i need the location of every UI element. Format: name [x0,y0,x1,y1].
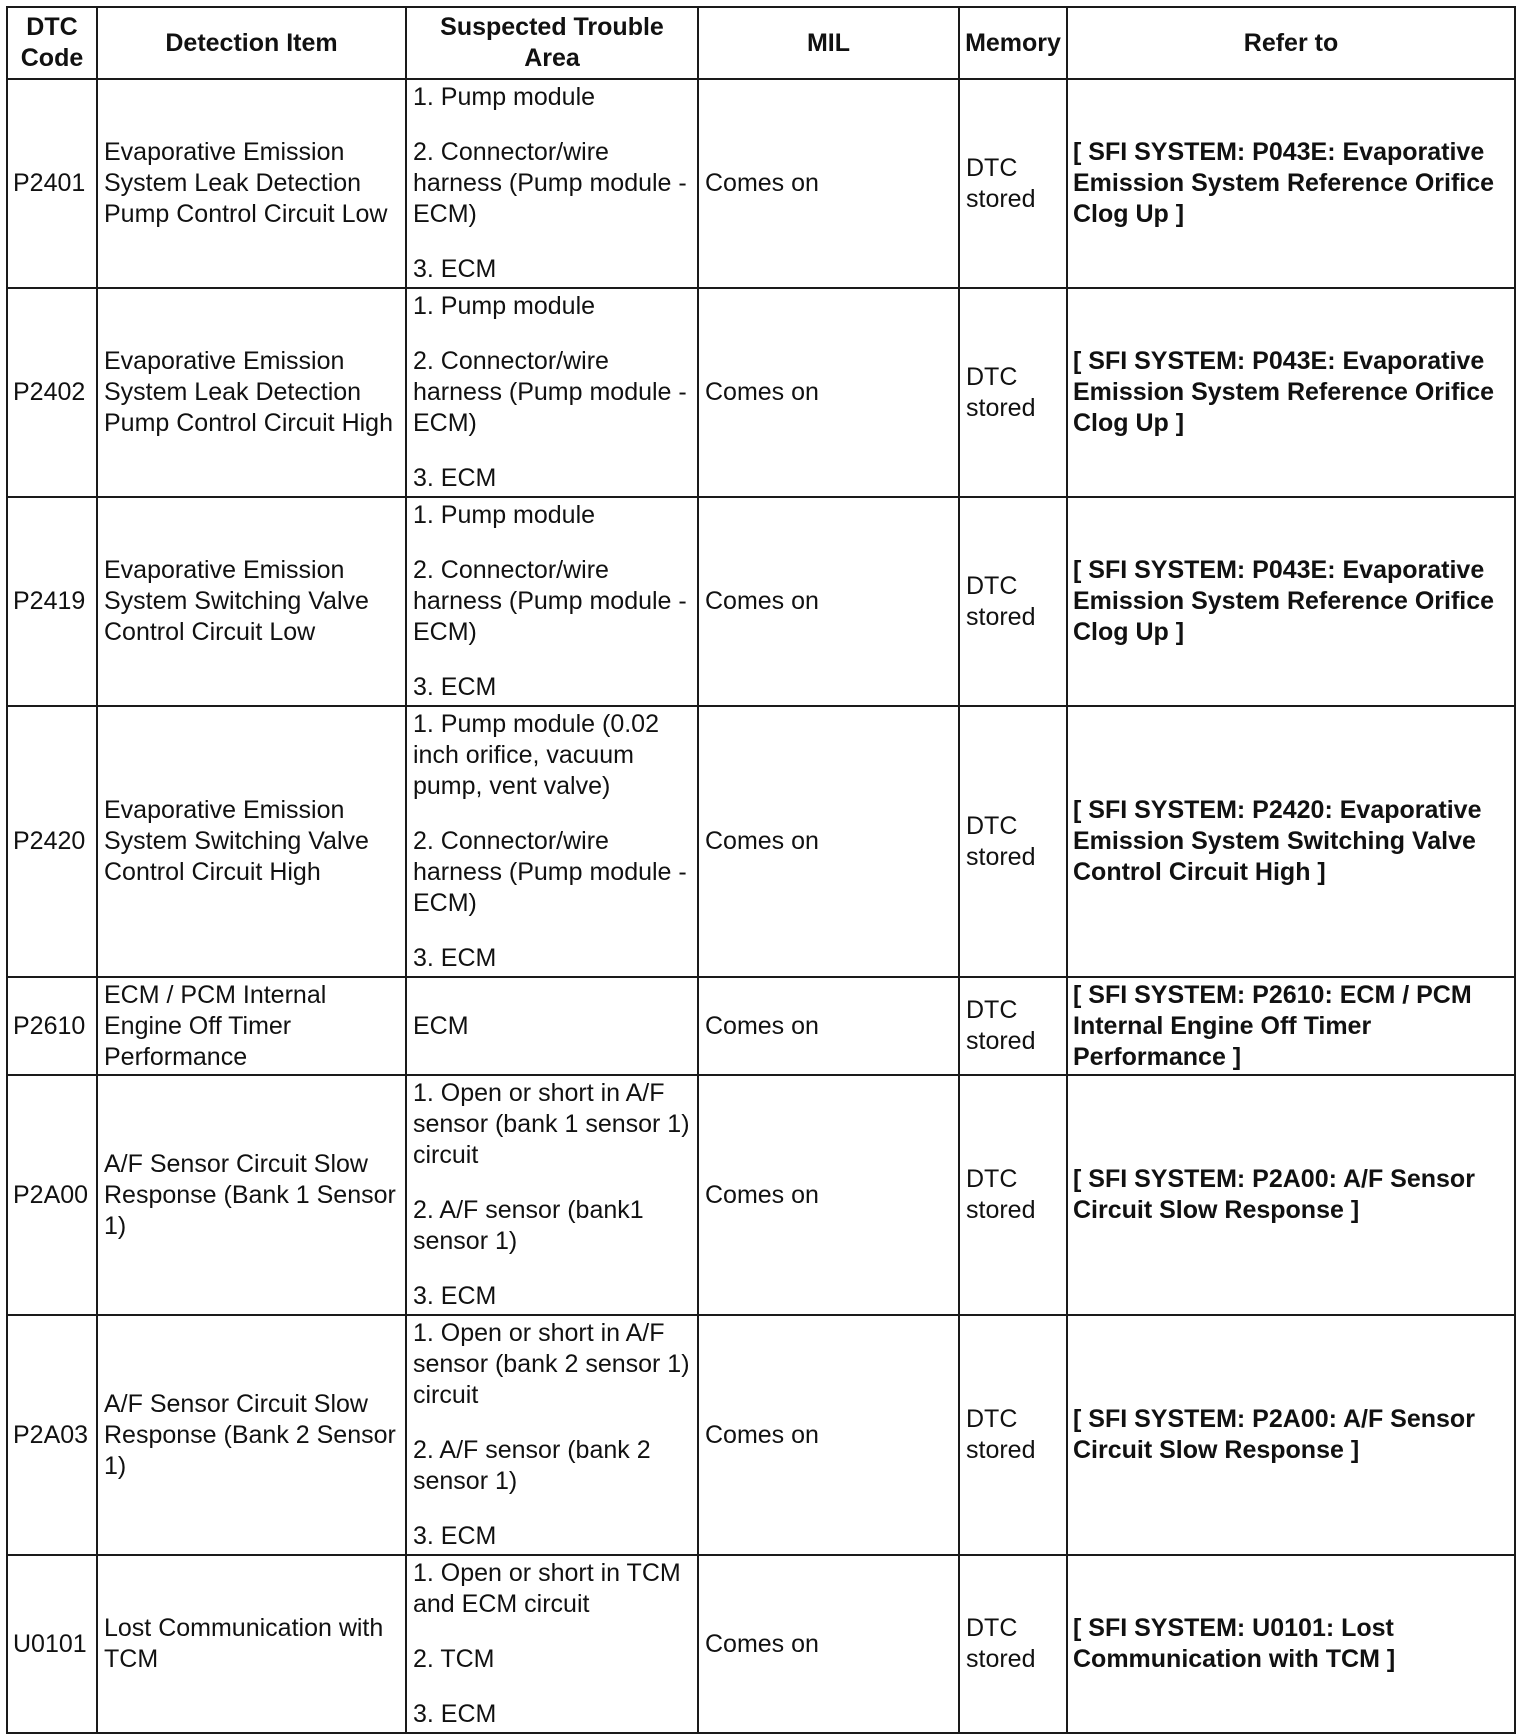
mil-cell: Comes on [698,1555,959,1733]
memory-cell: DTC stored [959,706,1067,977]
mil-cell: Comes on [698,288,959,497]
dtc-table [6,6,1516,1734]
dtc-code-cell: P2A00 [7,1075,97,1315]
dtc-code-cell: P2401 [7,79,97,288]
table-body [7,79,1515,1733]
header-row [7,7,1515,79]
dtc-code-cell: U0101 [7,1555,97,1733]
suspected-area-item: 3. ECM [413,1700,497,1728]
table-row [7,1315,1515,1555]
header-refer-to: Refer to [1067,7,1515,79]
refer-to-link: [ SFI SYSTEM: P2420: Evaporative Emission System Switching Valve Control Circuit High ] [1067,706,1515,977]
refer-to-link: [ SFI SYSTEM: P043E: Evaporative Emission System Reference Orifice Clog Up ] [1067,497,1515,706]
suspected-area-cell [406,1075,698,1315]
dtc-code-cell: P2610 [7,977,97,1075]
header-detection-item: Detection Item [97,7,406,79]
table-row [7,497,1515,706]
suspected-area-item: 1. Open or short in A/F sensor (bank 2 sensor 1) circuit [413,1319,690,1409]
refer-to-link: [ SFI SYSTEM: P2610: ECM / PCM Internal Engine Off Timer Performance ] [1067,977,1515,1075]
dtc-code-cell: P2419 [7,497,97,706]
suspected-area-item: ECM [413,1011,469,1040]
mil-cell: Comes on [698,79,959,288]
suspected-area-item: 3. ECM [413,1522,497,1550]
memory-cell: DTC stored [959,977,1067,1075]
detection-item-cell: A/F Sensor Circuit Slow Response (Bank 1 Sensor 1) [97,1075,406,1315]
suspected-area-item: 3. ECM [413,1282,497,1310]
suspected-area-cell [406,977,698,1075]
suspected-area-item: 1. Open or short in A/F sensor (bank 1 sensor 1) circuit [413,1079,690,1169]
suspected-area-cell [406,79,698,288]
memory-cell: DTC stored [959,497,1067,706]
suspected-area-cell [406,497,698,706]
suspected-area-cell [406,1555,698,1733]
suspected-area-item: 3. ECM [413,673,497,701]
refer-to-link: [ SFI SYSTEM: P2A00: A/F Sensor Circuit Slow Response ] [1067,1075,1515,1315]
table-row [7,1555,1515,1733]
dtc-code-cell: P2420 [7,706,97,977]
memory-cell: DTC stored [959,1315,1067,1555]
suspected-area-cell [406,1315,698,1555]
suspected-area-item: 1. Pump module (0.02 inch orifice, vacuum pump, vent valve) [413,710,659,800]
refer-to-link: [ SFI SYSTEM: U0101: Lost Communication with TCM ] [1067,1555,1515,1733]
dtc-code-cell: P2402 [7,288,97,497]
suspected-area-item: 2. Connector/wire harness (Pump module - ECM) [413,827,687,917]
suspected-area-item: 2. Connector/wire harness (Pump module - ECM) [413,138,687,228]
mil-cell: Comes on [698,1315,959,1555]
header-mil: MIL [698,7,959,79]
table-row [7,1075,1515,1315]
suspected-area-item: 2. Connector/wire harness (Pump module - ECM) [413,556,687,646]
memory-cell: DTC stored [959,1075,1067,1315]
memory-cell: DTC stored [959,1555,1067,1733]
refer-to-link: [ SFI SYSTEM: P043E: Evaporative Emission System Reference Orifice Clog Up ] [1067,288,1515,497]
table-row [7,706,1515,977]
memory-cell: DTC stored [959,288,1067,497]
refer-to-link: [ SFI SYSTEM: P2A00: A/F Sensor Circuit Slow Response ] [1067,1315,1515,1555]
header-dtc-code: DTC Code [7,7,97,79]
table-row [7,288,1515,497]
mil-cell: Comes on [698,977,959,1075]
suspected-area-item: 1. Open or short in TCM and ECM circuit [413,1559,681,1618]
suspected-area-cell [406,706,698,977]
mil-cell: Comes on [698,706,959,977]
header-suspected-trouble-area: Suspected Trouble Area [406,7,698,79]
suspected-area-item: 2. A/F sensor (bank 2 sensor 1) [413,1436,651,1495]
detection-item-cell: Evaporative Emission System Switching Valve Control Circuit High [97,706,406,977]
suspected-area-item: 1. Pump module [413,292,596,320]
detection-item-cell: Evaporative Emission System Leak Detection Pump Control Circuit High [97,288,406,497]
suspected-area-cell [406,288,698,497]
table-row [7,977,1515,1075]
detection-item-cell: Evaporative Emission System Switching Valve Control Circuit Low [97,497,406,706]
suspected-area-item: 3. ECM [413,464,497,492]
dtc-code-cell: P2A03 [7,1315,97,1555]
mil-cell: Comes on [698,1075,959,1315]
suspected-area-item: 2. A/F sensor (bank1 sensor 1) [413,1196,644,1255]
refer-to-link: [ SFI SYSTEM: P043E: Evaporative Emission System Reference Orifice Clog Up ] [1067,79,1515,288]
table-header [7,7,1515,79]
suspected-area-item: 1. Pump module [413,83,596,111]
suspected-area-item: 3. ECM [413,255,497,283]
suspected-area-item: 2. Connector/wire harness (Pump module - ECM) [413,347,687,437]
suspected-area-item: 1. Pump module [413,501,596,529]
table-row [7,79,1515,288]
header-memory: Memory [959,7,1067,79]
suspected-area-item: 2. TCM [413,1645,495,1673]
detection-item-cell: ECM / PCM Internal Engine Off Timer Performance [97,977,406,1075]
memory-cell: DTC stored [959,79,1067,288]
detection-item-cell: A/F Sensor Circuit Slow Response (Bank 2 Sensor 1) [97,1315,406,1555]
detection-item-cell: Evaporative Emission System Leak Detection Pump Control Circuit Low [97,79,406,288]
detection-item-cell: Lost Communication with TCM [97,1555,406,1733]
suspected-area-item: 3. ECM [413,944,497,972]
mil-cell: Comes on [698,497,959,706]
